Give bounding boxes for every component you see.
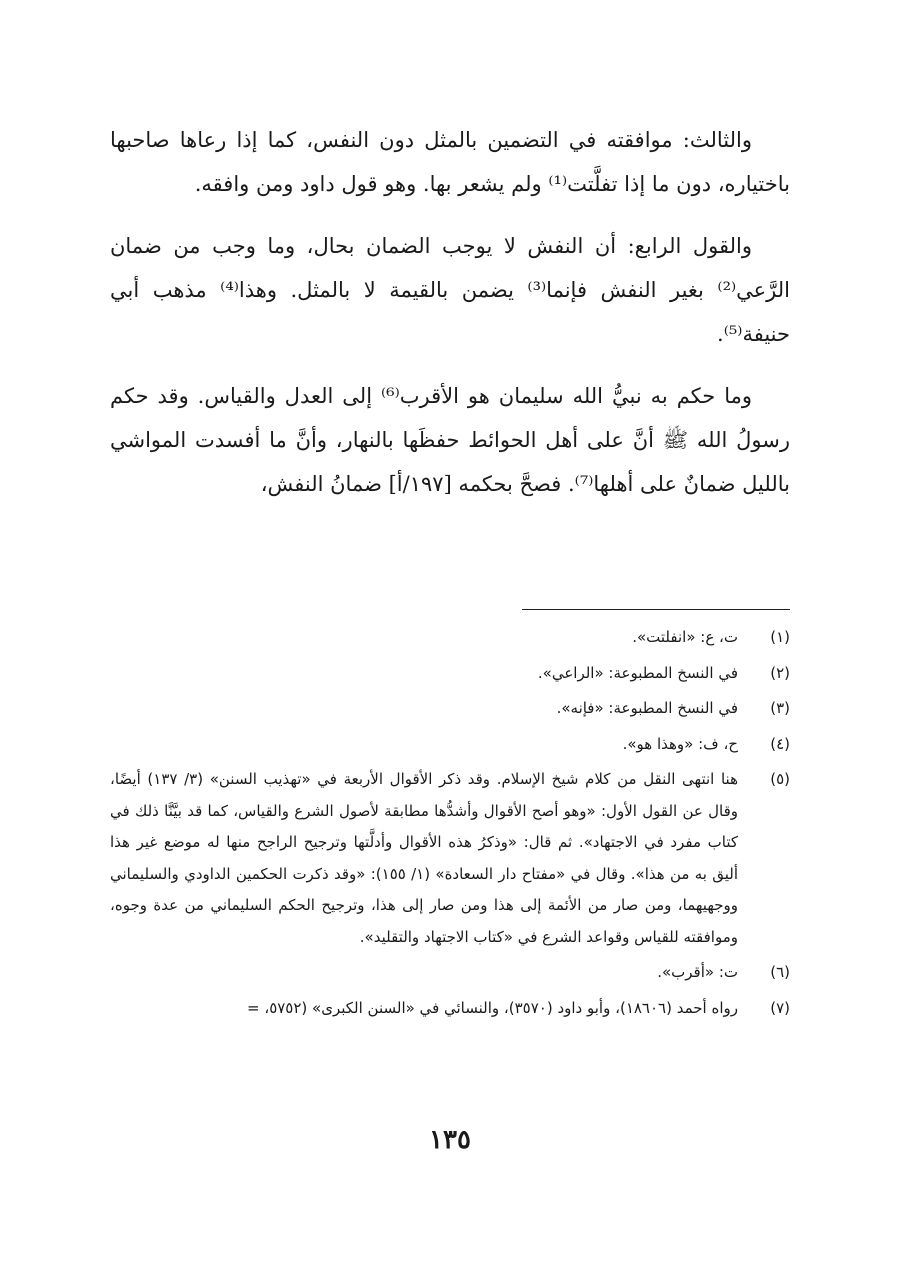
book-page bbox=[110, 0, 790, 1271]
footnote bbox=[110, 729, 790, 761]
footnote-separator bbox=[522, 609, 790, 610]
footnotes-list bbox=[110, 622, 790, 1028]
footnote bbox=[110, 693, 790, 725]
main-text bbox=[110, 118, 790, 524]
footnote bbox=[110, 658, 790, 690]
footnote-text: رواه أحمد (١٨٦٠٦)، وأبو داود (٣٥٧٠)، والنسائي في «السنن الكبرى» (٥٧٥٢، = bbox=[247, 998, 738, 1017]
footnote-text: هنا انتهى النقل من كلام شيخ الإسلام. وقد ذكر الأقوال الأربعة في «تهذيب السنن» (٣/ ١٣٧) أيضًا، وقال عن القول الأول: «وهو أصح الأقوال وأشدُّها مطابقة لأصول الشرع والقياس، كما قد بيَّنَّا ذلك في كتاب مفرد في الاجتهاد». ثم قال: «وذكرُ هذه الأقوال وأدلَّتها وترجيح الراجح منها له موضع غير هذا أليق به من هذا». وقال في «مفتاح دار السعادة» (١/ ١٥٥): «وقد ذكرت الحكمين الداودي والسليماني ووجهيهما، ومن صار من الأئمة إلى هذا ومن صار إلى هذا، وترجيح الحكم السليماني من عدة وجوه، وموافقته للقياس وقواعد الشرع في «كتاب الاجتهاد والتقليد». bbox=[110, 770, 738, 946]
body-paragraph: والقول الرابع: أن النفش لا يوجب الضمان بحال، وما وجب من ضمان الرَّعي⁽²⁾ بغير النفش فإنما⁽³⁾ يضمن بالقيمة لا بالمثل. وهذا⁽⁴⁾ مذهب أبي حنيفة⁽⁵⁾. bbox=[110, 234, 790, 346]
footnote bbox=[110, 622, 790, 654]
footnote-number: (٢) bbox=[770, 663, 790, 682]
footnote-number: (٥) bbox=[770, 770, 790, 788]
body-paragraph: وما حكم به نبيُّ الله سليمان هو الأقرب⁽⁶⁾ إلى العدل والقياس. وقد حكم رسولُ الله ﷺ أنَّ على أهل الحوائط حفظَها بالنهار، وأنَّ ما أفسدت المواشي بالليل ضمانٌ على أهلها⁽⁷⁾. فصحَّ بحكمه [١٩٧/أ] ضمانُ النفش، bbox=[110, 384, 790, 496]
footnote-text: ح، ف: «وهذا هو». bbox=[622, 734, 738, 753]
page-number: ١٣٥ bbox=[429, 1125, 471, 1155]
footnote-text: في النسخ المطبوعة: «الراعي». bbox=[537, 663, 738, 682]
footnote-number: (١) bbox=[770, 628, 790, 646]
footnote bbox=[110, 957, 790, 989]
footnote-number: (٦) bbox=[770, 963, 790, 981]
footnote-number: (٣) bbox=[770, 699, 790, 717]
footnote-text: في النسخ المطبوعة: «فإنه». bbox=[556, 699, 738, 717]
body-paragraph: والثالث: موافقته في التضمين بالمثل دون النفس، كما إذا رعاها صاحبها باختياره، دون ما إذا تفلَّتت⁽¹⁾ ولم يشعر بها. وهو قول داود ومن وافقه. bbox=[110, 128, 790, 196]
footnote-text: ت: «أقرب». bbox=[657, 963, 738, 981]
footnote-text: ت، ع: «انفلتت». bbox=[632, 628, 738, 646]
footnote-number: (٧) bbox=[770, 998, 790, 1017]
footnote bbox=[110, 993, 790, 1025]
footnote bbox=[110, 764, 790, 953]
footnote-number: (٤) bbox=[770, 734, 790, 753]
